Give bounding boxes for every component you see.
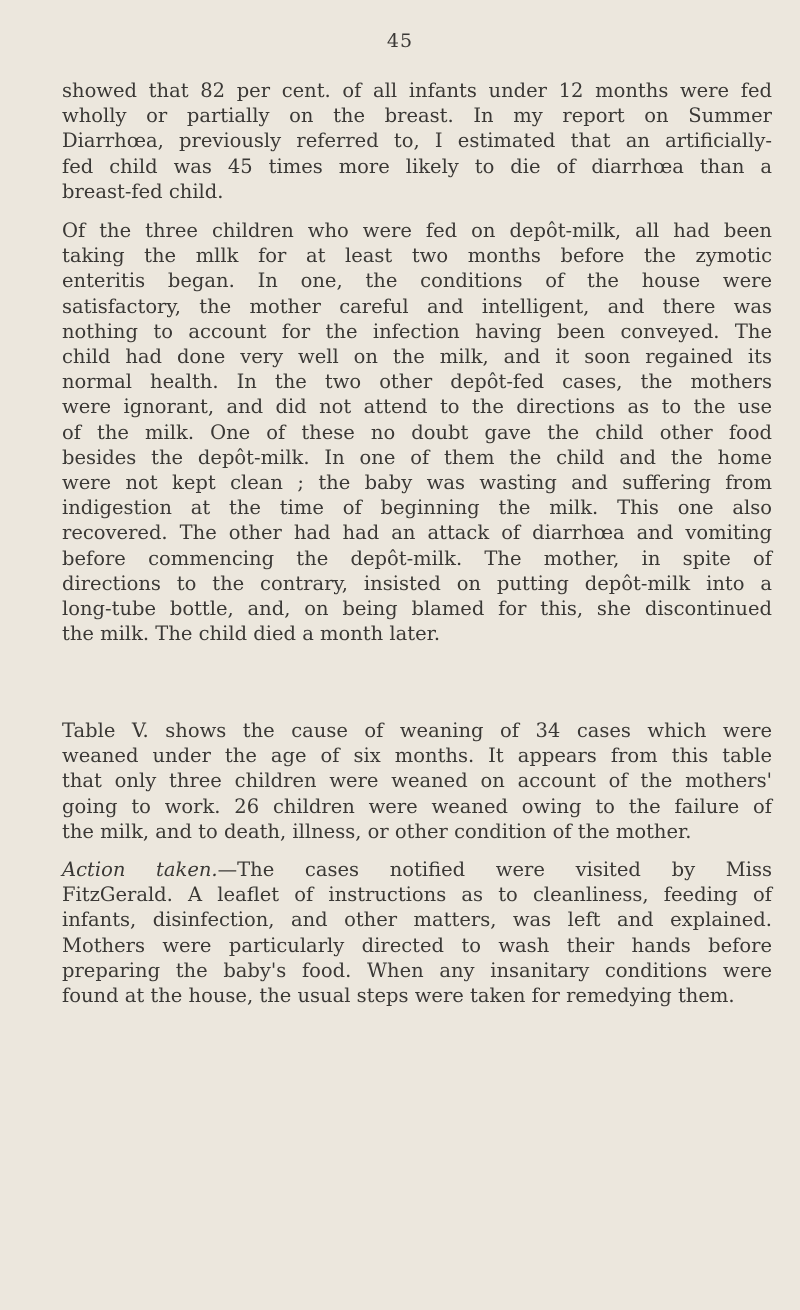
paragraph-2 <box>62 218 772 646</box>
text-line: Of the three children who were fed on depôt-milk, all had been <box>62 219 772 242</box>
text-line: normal health. In the two other depôt-fed cases, the mothers <box>62 370 772 394</box>
text-line: Table V. shows the cause of weaning of 34 cases which were <box>62 719 772 742</box>
text-line: of the milk. One of these no doubt gave the child other food <box>62 420 772 444</box>
text-line: fed child was 45 times more likely to die of diarrhœa than a <box>62 154 772 178</box>
text-line <box>62 857 772 882</box>
text-line: were not kept clean ; the baby was wasting and suffering from <box>62 471 772 495</box>
paragraph-1 <box>62 78 772 204</box>
text-line: wholly or partially on the breast. In my report on Summer <box>62 104 772 128</box>
text-line: weaned under the age of six months. It appears from this table <box>62 744 772 768</box>
paragraph-3 <box>62 718 772 844</box>
text-line: indigestion at the time of beginning the milk. This one also <box>62 496 772 520</box>
page-number: 45 <box>386 30 414 52</box>
section-heading: Action taken. <box>62 858 218 881</box>
text-line: directions to the contrary, insisted on putting depôt-milk into a <box>62 571 772 595</box>
text-line: the milk. The child died a month later. <box>62 622 441 646</box>
text-line: before commencing the depôt-milk. The mother, in spite of <box>62 546 772 570</box>
text-line: going to work. 26 children were weaned owing to the failure of <box>62 794 772 818</box>
paragraph-4 <box>62 857 772 1008</box>
text-line: taking the mllk for at least two months before the zymotic <box>62 244 772 268</box>
text-line: breast-fed child. <box>62 179 224 203</box>
text-line: Mothers were particularly directed to wash their hands before <box>62 933 772 957</box>
text-line: enteritis began. In one, the conditions of the house were <box>62 269 772 293</box>
text-line: showed that 82 per cent. of all infants under 12 months were fed <box>62 79 772 102</box>
text-line: Diarrhœa, previously referred to, I estimated that an artificially- <box>62 129 772 153</box>
text-line: nothing to account for the infection having been conveyed. The <box>62 319 772 343</box>
text-line: were ignorant, and did not attend to the directions as to the use <box>62 395 772 419</box>
heading-continuation: —The cases notified were visited by Miss <box>217 858 772 881</box>
text-line: long-tube bottle, and, on being blamed for this, she discontinued <box>62 597 772 621</box>
text-line: infants, disinfection, and other matters, was left and explained. <box>62 908 772 932</box>
text-line: child had done very well on the milk, and it soon regained its <box>62 345 772 369</box>
text-line: recovered. The other had had an attack of diarrhœa and vomiting <box>62 521 772 545</box>
text-line: satisfactory, the mother careful and intelligent, and there was <box>62 294 772 318</box>
text-line: preparing the baby's food. When any insanitary conditions were <box>62 958 772 982</box>
text-line: FitzGerald. A leaflet of instructions as to cleanliness, feeding of <box>62 883 772 907</box>
text-line: that only three children were weaned on account of the mothers' <box>62 769 772 793</box>
text-line: found at the house, the usual steps were taken for remedying them. <box>62 984 735 1008</box>
text-line: the milk, and to death, illness, or other condition of the mother. <box>62 819 692 843</box>
text-line: besides the depôt-milk. In one of them the child and the home <box>62 445 772 469</box>
